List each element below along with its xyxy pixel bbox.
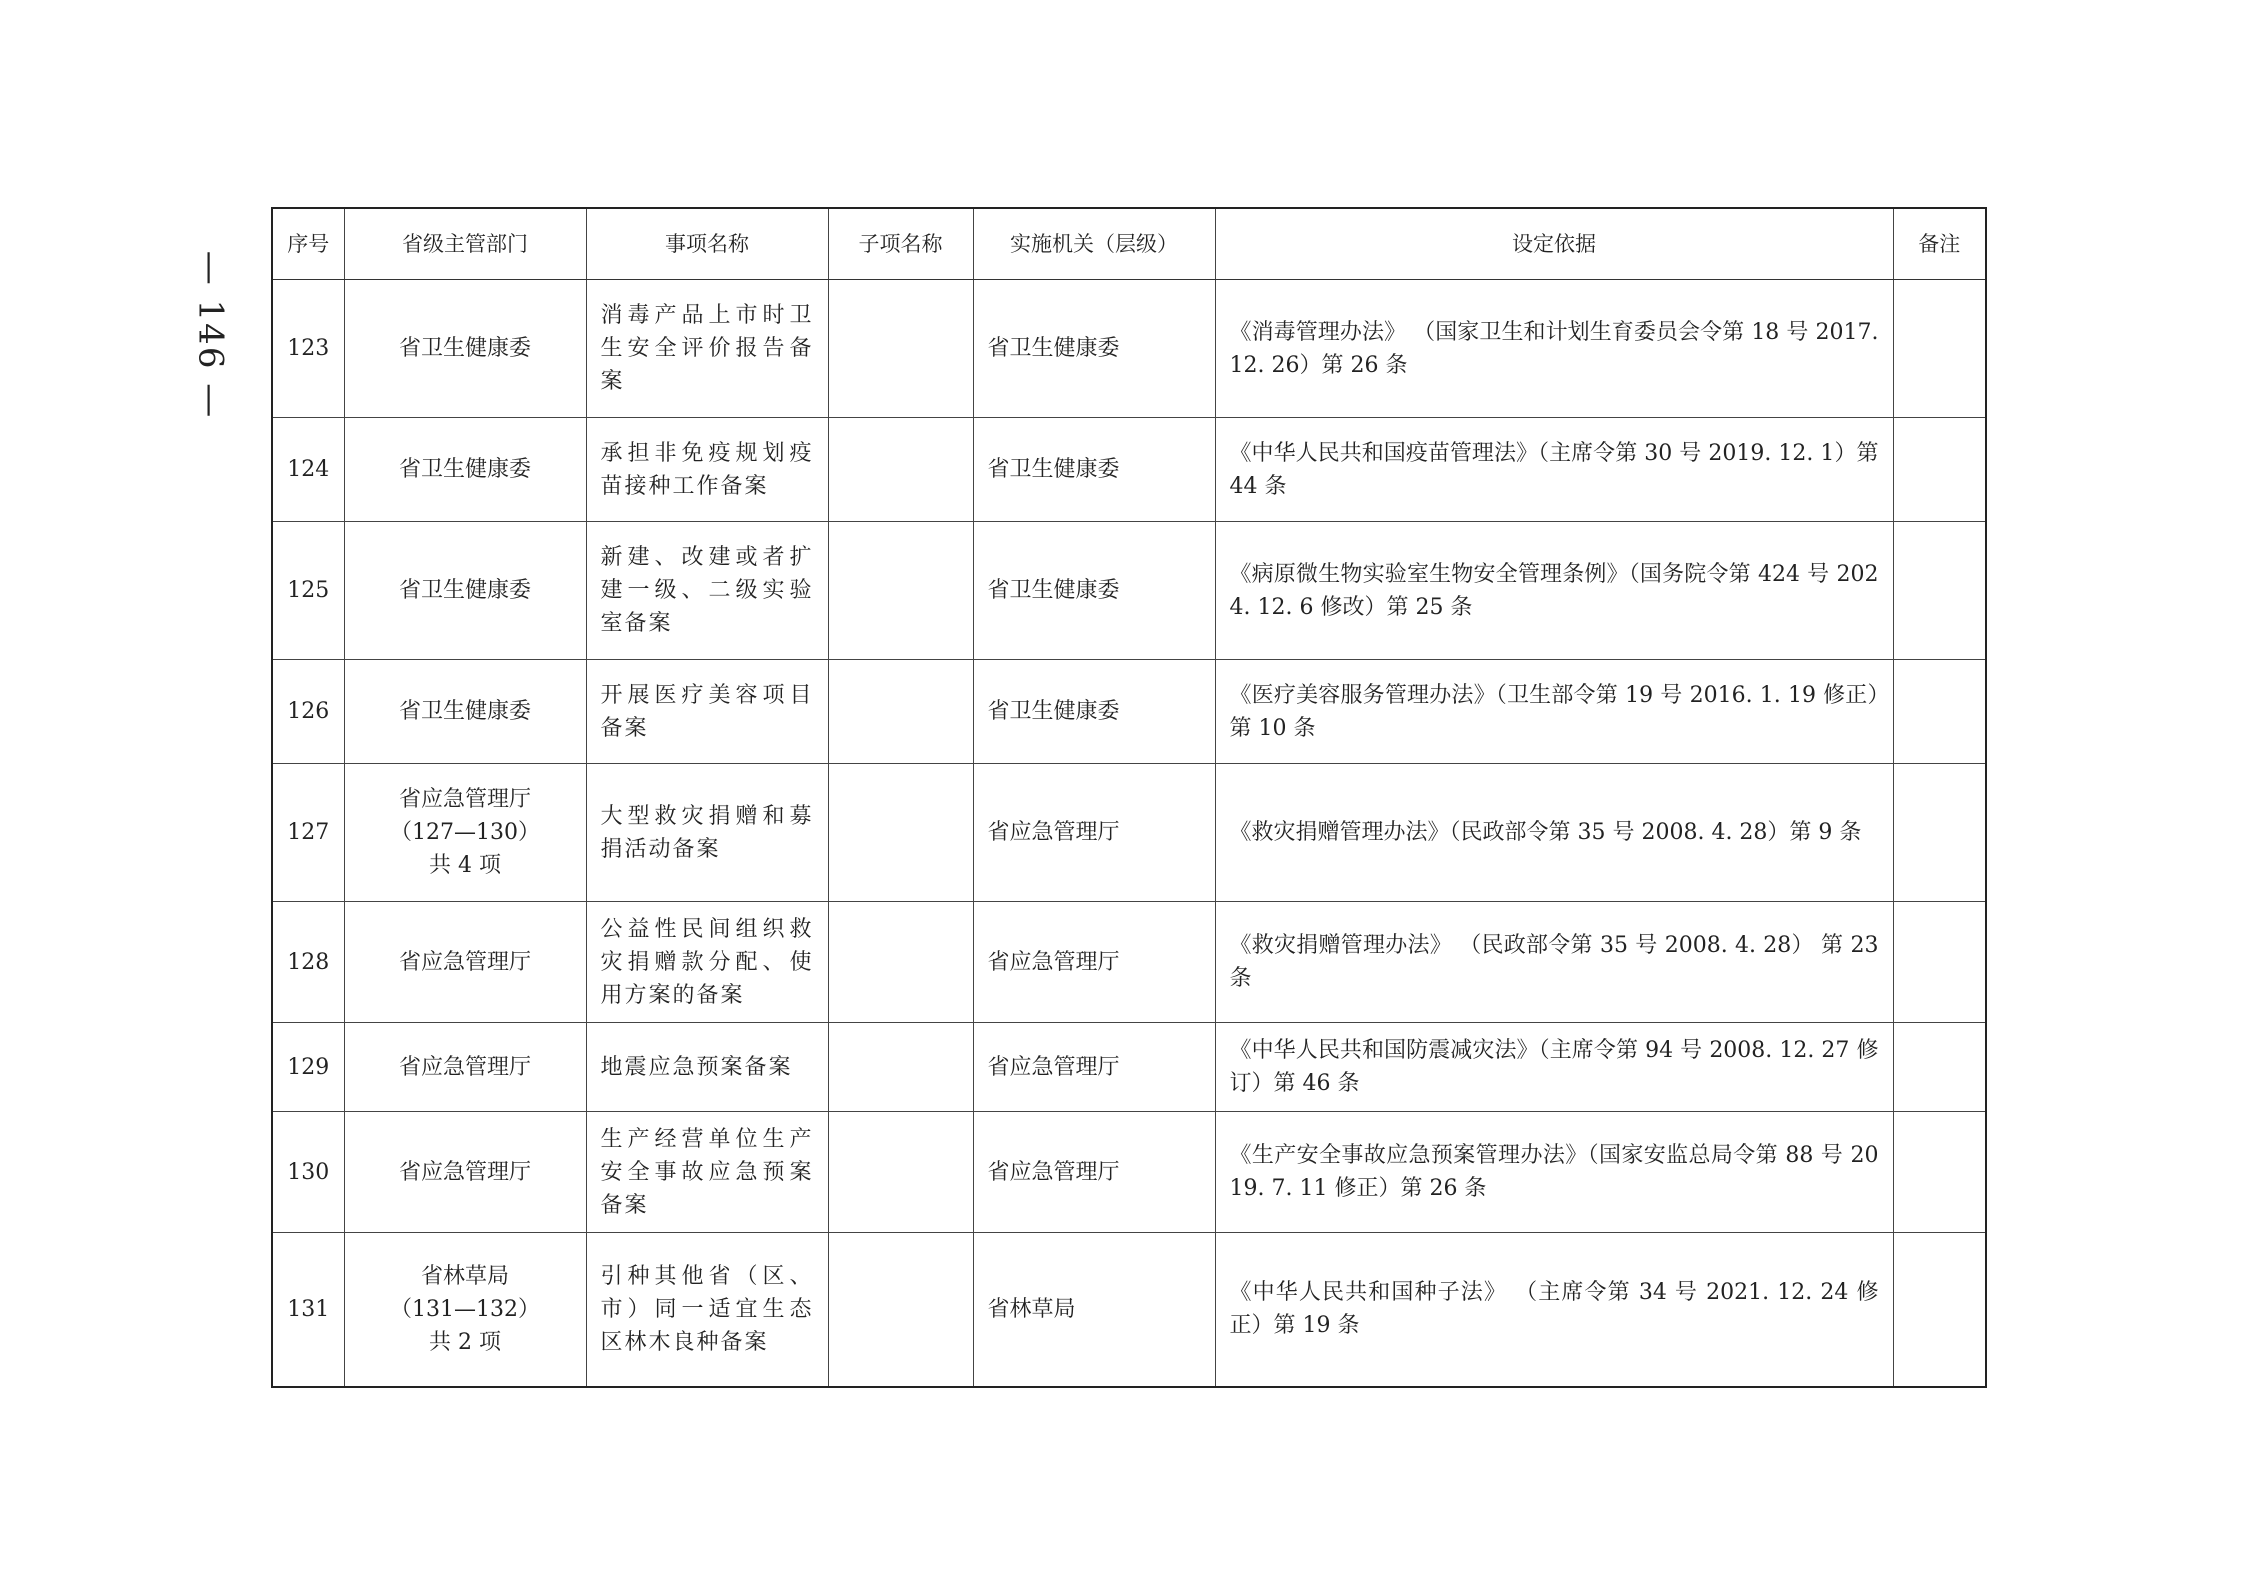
cell-remarks	[1893, 1023, 1986, 1112]
cell-serial-number: 126	[272, 660, 344, 764]
cell-item-name: 开展医疗美容项目备案	[586, 660, 828, 764]
cell-remarks	[1893, 660, 1986, 764]
cell-item-name: 生产经营单位生产安全事故应急预案备案	[586, 1112, 828, 1233]
cell-department: 省应急管理厅	[344, 902, 586, 1023]
cell-sub-item-name	[828, 764, 973, 902]
cell-remarks	[1893, 418, 1986, 522]
table-row	[272, 280, 1986, 418]
cell-department: 省应急管理厅	[344, 1112, 586, 1233]
table-row	[272, 1023, 1986, 1112]
cell-implementing-agency: 省应急管理厅	[973, 902, 1215, 1023]
table-row	[272, 660, 1986, 764]
cell-legal-basis: 《生产安全事故应急预案管理办法》（国家安监总局令第 88 号 2019. 7. 11 修正）第 26 条	[1215, 1112, 1893, 1233]
table-row	[272, 522, 1986, 660]
table-row	[272, 1112, 1986, 1233]
table-row	[272, 902, 1986, 1023]
cell-serial-number: 128	[272, 902, 344, 1023]
department-item-count: 共 4 项	[429, 853, 501, 878]
cell-remarks	[1893, 522, 1986, 660]
cell-implementing-agency: 省应急管理厅	[973, 1112, 1215, 1233]
department-item-range: （131—132）	[390, 1296, 540, 1322]
cell-implementing-agency: 省应急管理厅	[973, 764, 1215, 902]
cell-item-name: 公益性民间组织救灾捐赠款分配、使用方案的备案	[586, 902, 828, 1023]
cell-sub-item-name	[828, 660, 973, 764]
cell-implementing-agency: 省卫生健康委	[973, 522, 1215, 660]
cell-serial-number: 130	[272, 1112, 344, 1233]
department-name: 省林草局	[420, 1263, 509, 1289]
cell-serial-number: 125	[272, 522, 344, 660]
cell-department: 省卫生健康委	[344, 522, 586, 660]
header-item-name: 事项名称	[586, 208, 828, 280]
department-item-count: 共 2 项	[429, 1329, 501, 1355]
cell-item-name: 引种其他省（区、市）同一适宜生态区林木良种备案	[586, 1233, 828, 1387]
table-body	[272, 280, 1986, 1387]
cell-legal-basis: 《救灾捐赠管理办法》（民政部令第 35 号 2008. 4. 28）第 9 条	[1215, 764, 1893, 902]
document-table	[271, 207, 1987, 1388]
cell-legal-basis: 《消毒管理办法》 （国家卫生和计划生育委员会令第 18 号 2017. 12. 26）第 26 条	[1215, 280, 1893, 418]
cell-serial-number: 127	[272, 764, 344, 902]
cell-sub-item-name	[828, 280, 973, 418]
cell-item-name: 大型救灾捐赠和募捐活动备案	[586, 764, 828, 902]
cell-department: 省应急管理厅	[344, 1023, 586, 1112]
cell-serial-number: 123	[272, 280, 344, 418]
cell-implementing-agency: 省卫生健康委	[973, 280, 1215, 418]
cell-sub-item-name	[828, 1112, 973, 1233]
header-legal-basis: 设定依据	[1215, 208, 1893, 280]
cell-serial-number: 129	[272, 1023, 344, 1112]
cell-department: 省卫生健康委	[344, 280, 586, 418]
table-row	[272, 418, 1986, 522]
header-sub-item-name: 子项名称	[828, 208, 973, 280]
cell-item-name: 承担非免疫规划疫苗接种工作备案	[586, 418, 828, 522]
department-name: 省应急管理厅	[398, 787, 531, 812]
cell-implementing-agency: 省卫生健康委	[973, 418, 1215, 522]
cell-implementing-agency: 省卫生健康委	[973, 660, 1215, 764]
cell-legal-basis: 《中华人民共和国疫苗管理法》（主席令第 30 号 2019. 12. 1）第 44 条	[1215, 418, 1893, 522]
cell-remarks	[1893, 1112, 1986, 1233]
cell-department	[344, 764, 586, 902]
cell-legal-basis: 《医疗美容服务管理办法》（卫生部令第 19 号 2016. 1. 19 修正）第 10 条	[1215, 660, 1893, 764]
department-item-range: （127—130）	[390, 820, 540, 845]
table-row	[272, 764, 1986, 902]
cell-legal-basis: 《中华人民共和国种子法》 （主席令第 34 号 2021. 12. 24 修正）第 19 条	[1215, 1233, 1893, 1387]
cell-sub-item-name	[828, 1233, 973, 1387]
cell-sub-item-name	[828, 522, 973, 660]
cell-remarks	[1893, 280, 1986, 418]
cell-legal-basis: 《救灾捐赠管理办法》 （民政部令第 35 号 2008. 4. 28） 第 23 条	[1215, 902, 1893, 1023]
cell-remarks	[1893, 764, 1986, 902]
header-remarks: 备注	[1893, 208, 1986, 280]
cell-item-name: 消毒产品上市时卫生安全评价报告备案	[586, 280, 828, 418]
page-number-text: — 146 —	[190, 250, 231, 420]
header-department: 省级主管部门	[344, 208, 586, 280]
cell-serial-number: 131	[272, 1233, 344, 1387]
cell-serial-number: 124	[272, 418, 344, 522]
header-implementing-agency: 实施机关（层级）	[973, 208, 1215, 280]
cell-remarks	[1893, 902, 1986, 1023]
cell-implementing-agency: 省应急管理厅	[973, 1023, 1215, 1112]
cell-sub-item-name	[828, 902, 973, 1023]
header-row	[272, 208, 1986, 280]
table-header	[272, 208, 1986, 280]
cell-item-name: 地震应急预案备案	[586, 1023, 828, 1112]
cell-department: 省卫生健康委	[344, 660, 586, 764]
cell-remarks	[1893, 1233, 1986, 1387]
cell-department	[344, 1233, 586, 1387]
cell-sub-item-name	[828, 418, 973, 522]
cell-department: 省卫生健康委	[344, 418, 586, 522]
table-row	[272, 1233, 1986, 1387]
cell-item-name: 新建、改建或者扩建一级、二级实验室备案	[586, 522, 828, 660]
header-serial-number: 序号	[272, 208, 344, 280]
page-number	[190, 240, 230, 430]
cell-legal-basis: 《病原微生物实验室生物安全管理条例》（国务院令第 424 号 2024. 12. 6 修改）第 25 条	[1215, 522, 1893, 660]
cell-sub-item-name	[828, 1023, 973, 1112]
cell-legal-basis: 《中华人民共和国防震减灾法》（主席令第 94 号 2008. 12. 27 修订）第 46 条	[1215, 1023, 1893, 1112]
cell-implementing-agency: 省林草局	[973, 1233, 1215, 1387]
